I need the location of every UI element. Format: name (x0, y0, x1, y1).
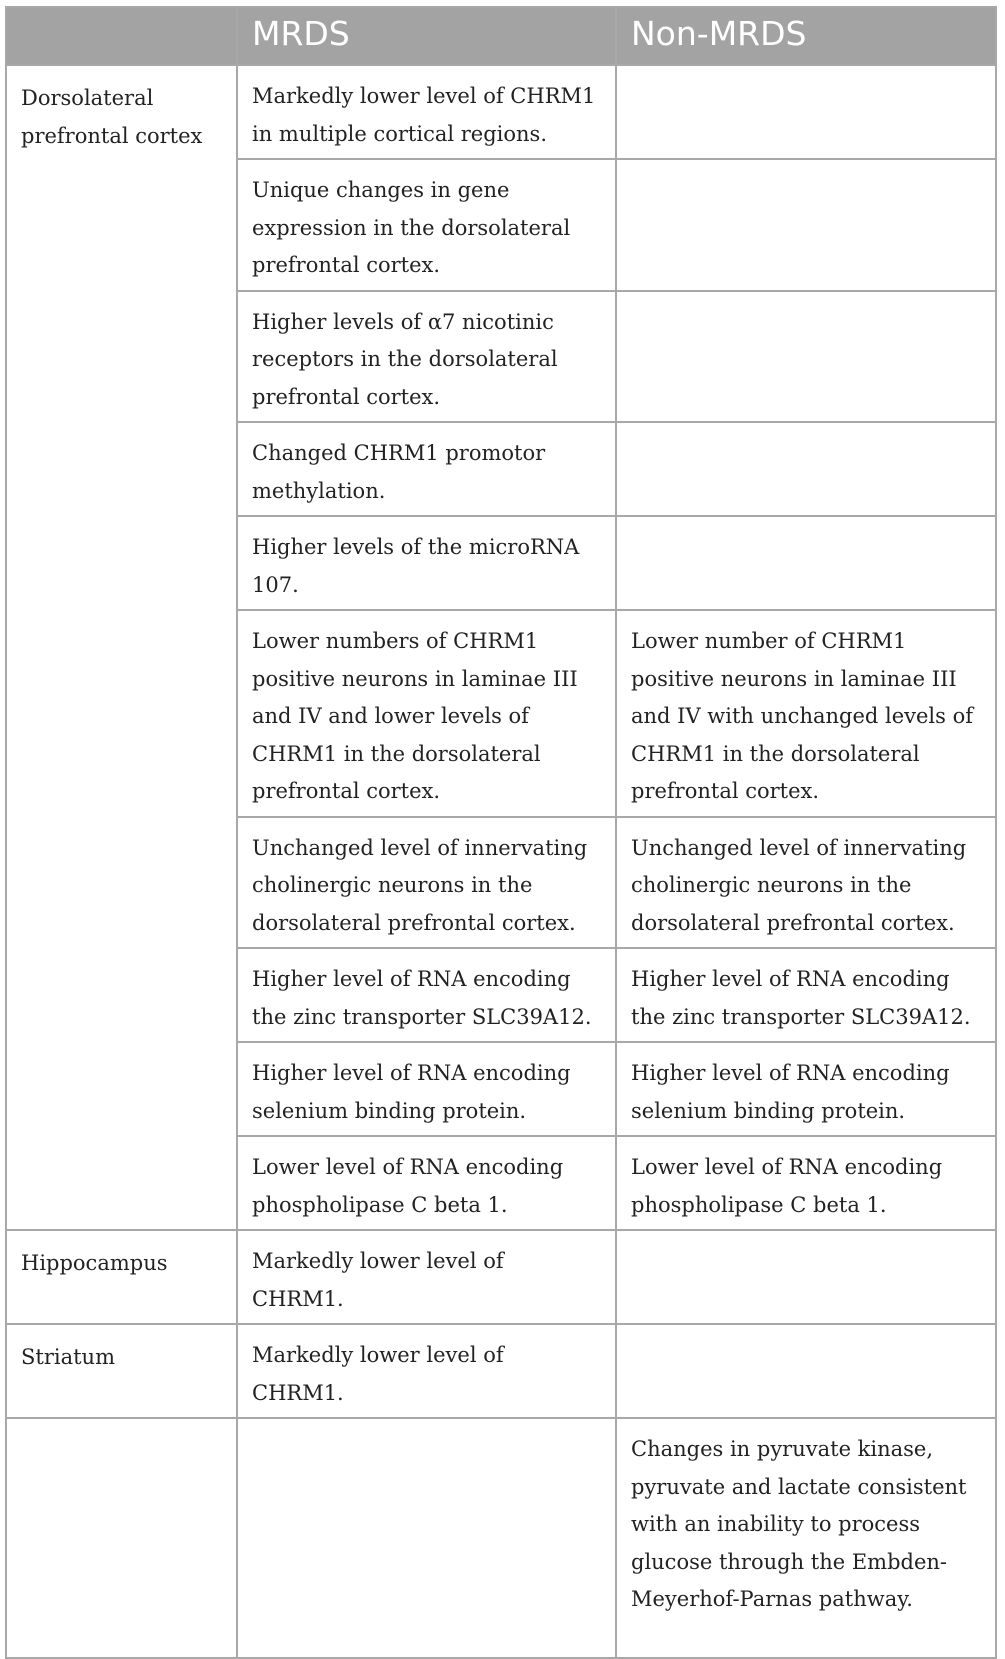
mrds-cell: Lower numbers of CHRM1 positive neurons in laminae III and IV and lower levels of CHRM1 in the dorsolateral prefrontal cortex. (237, 610, 616, 817)
table-row (6, 1418, 996, 1658)
non-mrds-cell (616, 159, 996, 291)
non-mrds-cell: Lower level of RNA encoding phospholipase C beta 1. (616, 1136, 996, 1230)
header-row (6, 7, 996, 65)
region-blank (6, 1418, 237, 1658)
mrds-cell: Lower level of RNA encoding phospholipase C beta 1. (237, 1136, 616, 1230)
non-mrds-cell: Lower number of CHRM1 positive neurons in laminae III and IV with unchanged levels of CHRM1 in the dorsolateral prefrontal cortex. (616, 610, 996, 817)
mrds-cell: Markedly lower level of CHRM1 in multiple cortical regions. (237, 65, 616, 159)
non-mrds-cell: Unchanged level of innervating cholinergic neurons in the dorsolateral prefrontal cortex. (616, 817, 996, 949)
mrds-cell (237, 1418, 616, 1658)
non-mrds-cell (616, 422, 996, 516)
table-row (6, 1230, 996, 1324)
region-hippocampus: Hippocampus (6, 1230, 237, 1324)
region-striatum: Striatum (6, 1324, 237, 1418)
mrds-cell: Unchanged level of innervating cholinergic neurons in the dorsolateral prefrontal cortex. (237, 817, 616, 949)
non-mrds-cell: Higher level of RNA encoding the zinc transporter SLC39A12. (616, 948, 996, 1042)
non-mrds-cell (616, 1324, 996, 1418)
non-mrds-cell: Higher level of RNA encoding selenium binding protein. (616, 1042, 996, 1136)
mrds-cell: Markedly lower level of CHRM1. (237, 1324, 616, 1418)
region-dlpfc: Dorsolateral prefrontal cortex (6, 65, 237, 1230)
mrds-cell: Higher level of RNA encoding selenium binding protein. (237, 1042, 616, 1136)
mrds-cell: Higher levels of α7 nicotinic receptors in the dorsolateral prefrontal cortex. (237, 291, 616, 423)
non-mrds-cell (616, 516, 996, 610)
findings-table (5, 6, 997, 1659)
mrds-cell: Changed CHRM1 promotor methylation. (237, 422, 616, 516)
header-region (6, 7, 237, 65)
mrds-cell: Higher levels of the microRNA 107. (237, 516, 616, 610)
header-mrds: MRDS (237, 7, 616, 65)
mrds-cell: Unique changes in gene expression in the dorsolateral prefrontal cortex. (237, 159, 616, 291)
non-mrds-cell (616, 1230, 996, 1324)
non-mrds-cell: Changes in pyruvate kinase, pyruvate and lactate consistent with an inability to process glucose through the Embden-Meyerhof-Parnas pathway. (616, 1418, 996, 1658)
non-mrds-cell (616, 65, 996, 159)
non-mrds-cell (616, 291, 996, 423)
table-row (6, 1324, 996, 1418)
mrds-cell: Markedly lower level of CHRM1. (237, 1230, 616, 1324)
header-non-mrds: Non-MRDS (616, 7, 996, 65)
table-row (6, 65, 996, 159)
mrds-cell: Higher level of RNA encoding the zinc transporter SLC39A12. (237, 948, 616, 1042)
